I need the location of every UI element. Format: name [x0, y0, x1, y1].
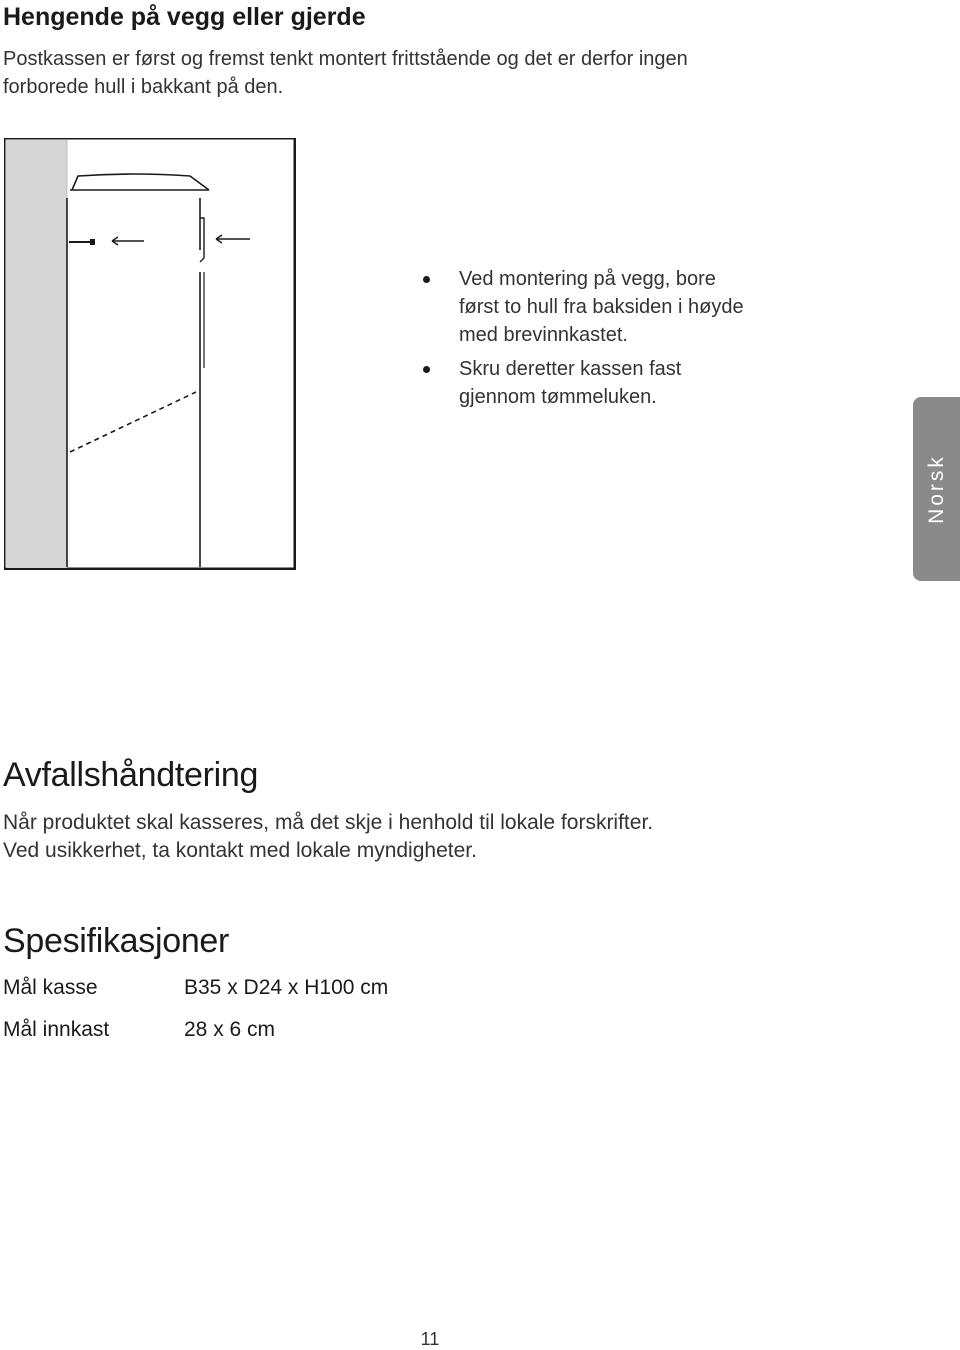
- language-tab: [913, 397, 960, 581]
- section-title-specifications: Spesifikasjoner: [3, 922, 230, 960]
- disposal-line-1: Når produktet skal kasseres, må det skje i henhold til lokale forskrifter.: [3, 811, 654, 834]
- mounting-instructions-list: [430, 265, 790, 417]
- bullet-1-line-3: med brevinnkastet.: [459, 324, 628, 346]
- bullet-1-line-2: først to hull fra baksiden i høyde: [459, 296, 744, 318]
- language-tab-label: Norsk: [924, 454, 948, 524]
- intro-paragraph: [3, 45, 688, 101]
- section-title-wall-mounting: Hengende på vegg eller gjerde: [3, 3, 366, 31]
- intro-line-2: forborede hull i bakkant på den.: [3, 76, 284, 98]
- bullet-2-line-1: Skru deretter kassen fast: [459, 358, 682, 380]
- disposal-line-2: Ved usikkerhet, ta kontakt med lokale myndigheter.: [3, 839, 477, 862]
- bullet-1-line-1: Ved montering på vegg, bore: [459, 268, 716, 290]
- list-item: [430, 265, 790, 349]
- page-number: 11: [420, 1329, 440, 1349]
- spec-value: 28 x 6 cm: [184, 1018, 276, 1041]
- bullet-icon: [423, 366, 430, 373]
- spec-label: Mål kasse: [3, 976, 98, 999]
- intro-line-1: Postkassen er først og fremst tenkt montert frittstående og det er derfor ingen: [3, 48, 688, 70]
- spec-label: Mål innkast: [3, 1018, 110, 1041]
- screw-head-upper: [90, 239, 95, 245]
- list-item: [430, 355, 790, 411]
- mounting-illustration: [4, 138, 296, 570]
- section-title-disposal: Avfallshåndtering: [3, 756, 259, 794]
- bullet-2-line-2: gjennom tømmeluken.: [459, 386, 657, 408]
- wall-shade: [6, 140, 67, 568]
- bullet-icon: [423, 276, 430, 283]
- disposal-paragraph: [3, 809, 653, 865]
- spec-value: B35 x D24 x H100 cm: [184, 976, 389, 999]
